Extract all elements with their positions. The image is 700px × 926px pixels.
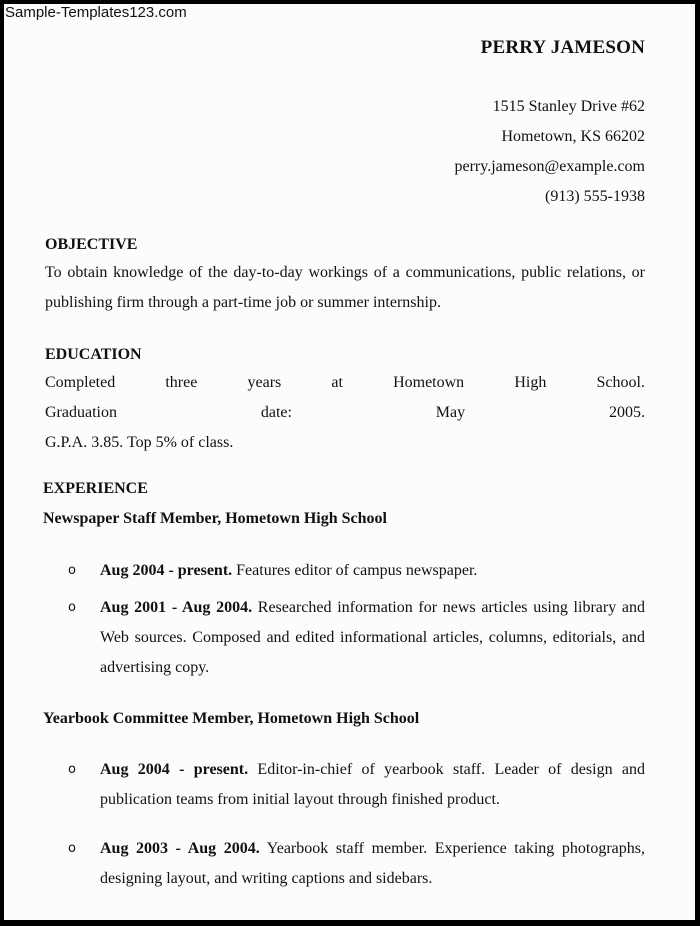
phone: (913) 555-1938: [545, 188, 645, 205]
address-line-2: Hometown, KS 66202: [501, 128, 645, 145]
watermark: Sample-Templates123.com: [5, 4, 187, 21]
email: perry.jameson@example.com: [454, 158, 645, 175]
job-title-yearbook: Yearbook Committee Member, Hometown High School: [43, 710, 420, 727]
education-line-2: Graduation date: May 2005.: [45, 404, 645, 421]
bullet-item: o Aug 2004 - present. Features editor of campus newspaper.: [100, 556, 645, 586]
circle-bullet-icon: o: [68, 600, 76, 615]
circle-bullet-icon: o: [68, 563, 76, 578]
education-line-1: Completed three years at Hometown High School.: [45, 374, 645, 391]
education-heading: EDUCATION: [45, 346, 142, 363]
candidate-name: PERRY JAMESON: [480, 37, 645, 58]
contact-block: [454, 92, 645, 212]
education-text: [45, 368, 645, 458]
resume-page: [4, 4, 695, 920]
bullet-item: o Aug 2001 - Aug 2004. Researched information for news articles using library and Web sources. Composed and edited informational articles, columns, editorials, and advertising copy.: [100, 593, 645, 683]
bullet-item: o Aug 2004 - present. Editor-in-chief of yearbook staff. Leader of design and publication teams from initial layout through finished product.: [100, 755, 645, 815]
circle-bullet-icon: o: [68, 762, 76, 777]
address-line-1: 1515 Stanley Drive #62: [492, 98, 645, 115]
objective-text: To obtain knowledge of the day-to-day workings of a communications, public relations, or publishing firm through a part-time job or summer internship.: [45, 264, 645, 311]
job-title-newspaper: Newspaper Staff Member, Hometown High School: [43, 510, 387, 527]
bullet-item: o Aug 2003 - Aug 2004. Yearbook staff member. Experience taking photographs, designing layout, and writing captions and sidebars.: [100, 834, 645, 894]
experience-heading: EXPERIENCE: [43, 480, 148, 497]
objective-heading: OBJECTIVE: [45, 236, 138, 253]
education-line-3: G.P.A. 3.85. Top 5% of class.: [45, 434, 234, 451]
circle-bullet-icon: o: [68, 841, 76, 856]
